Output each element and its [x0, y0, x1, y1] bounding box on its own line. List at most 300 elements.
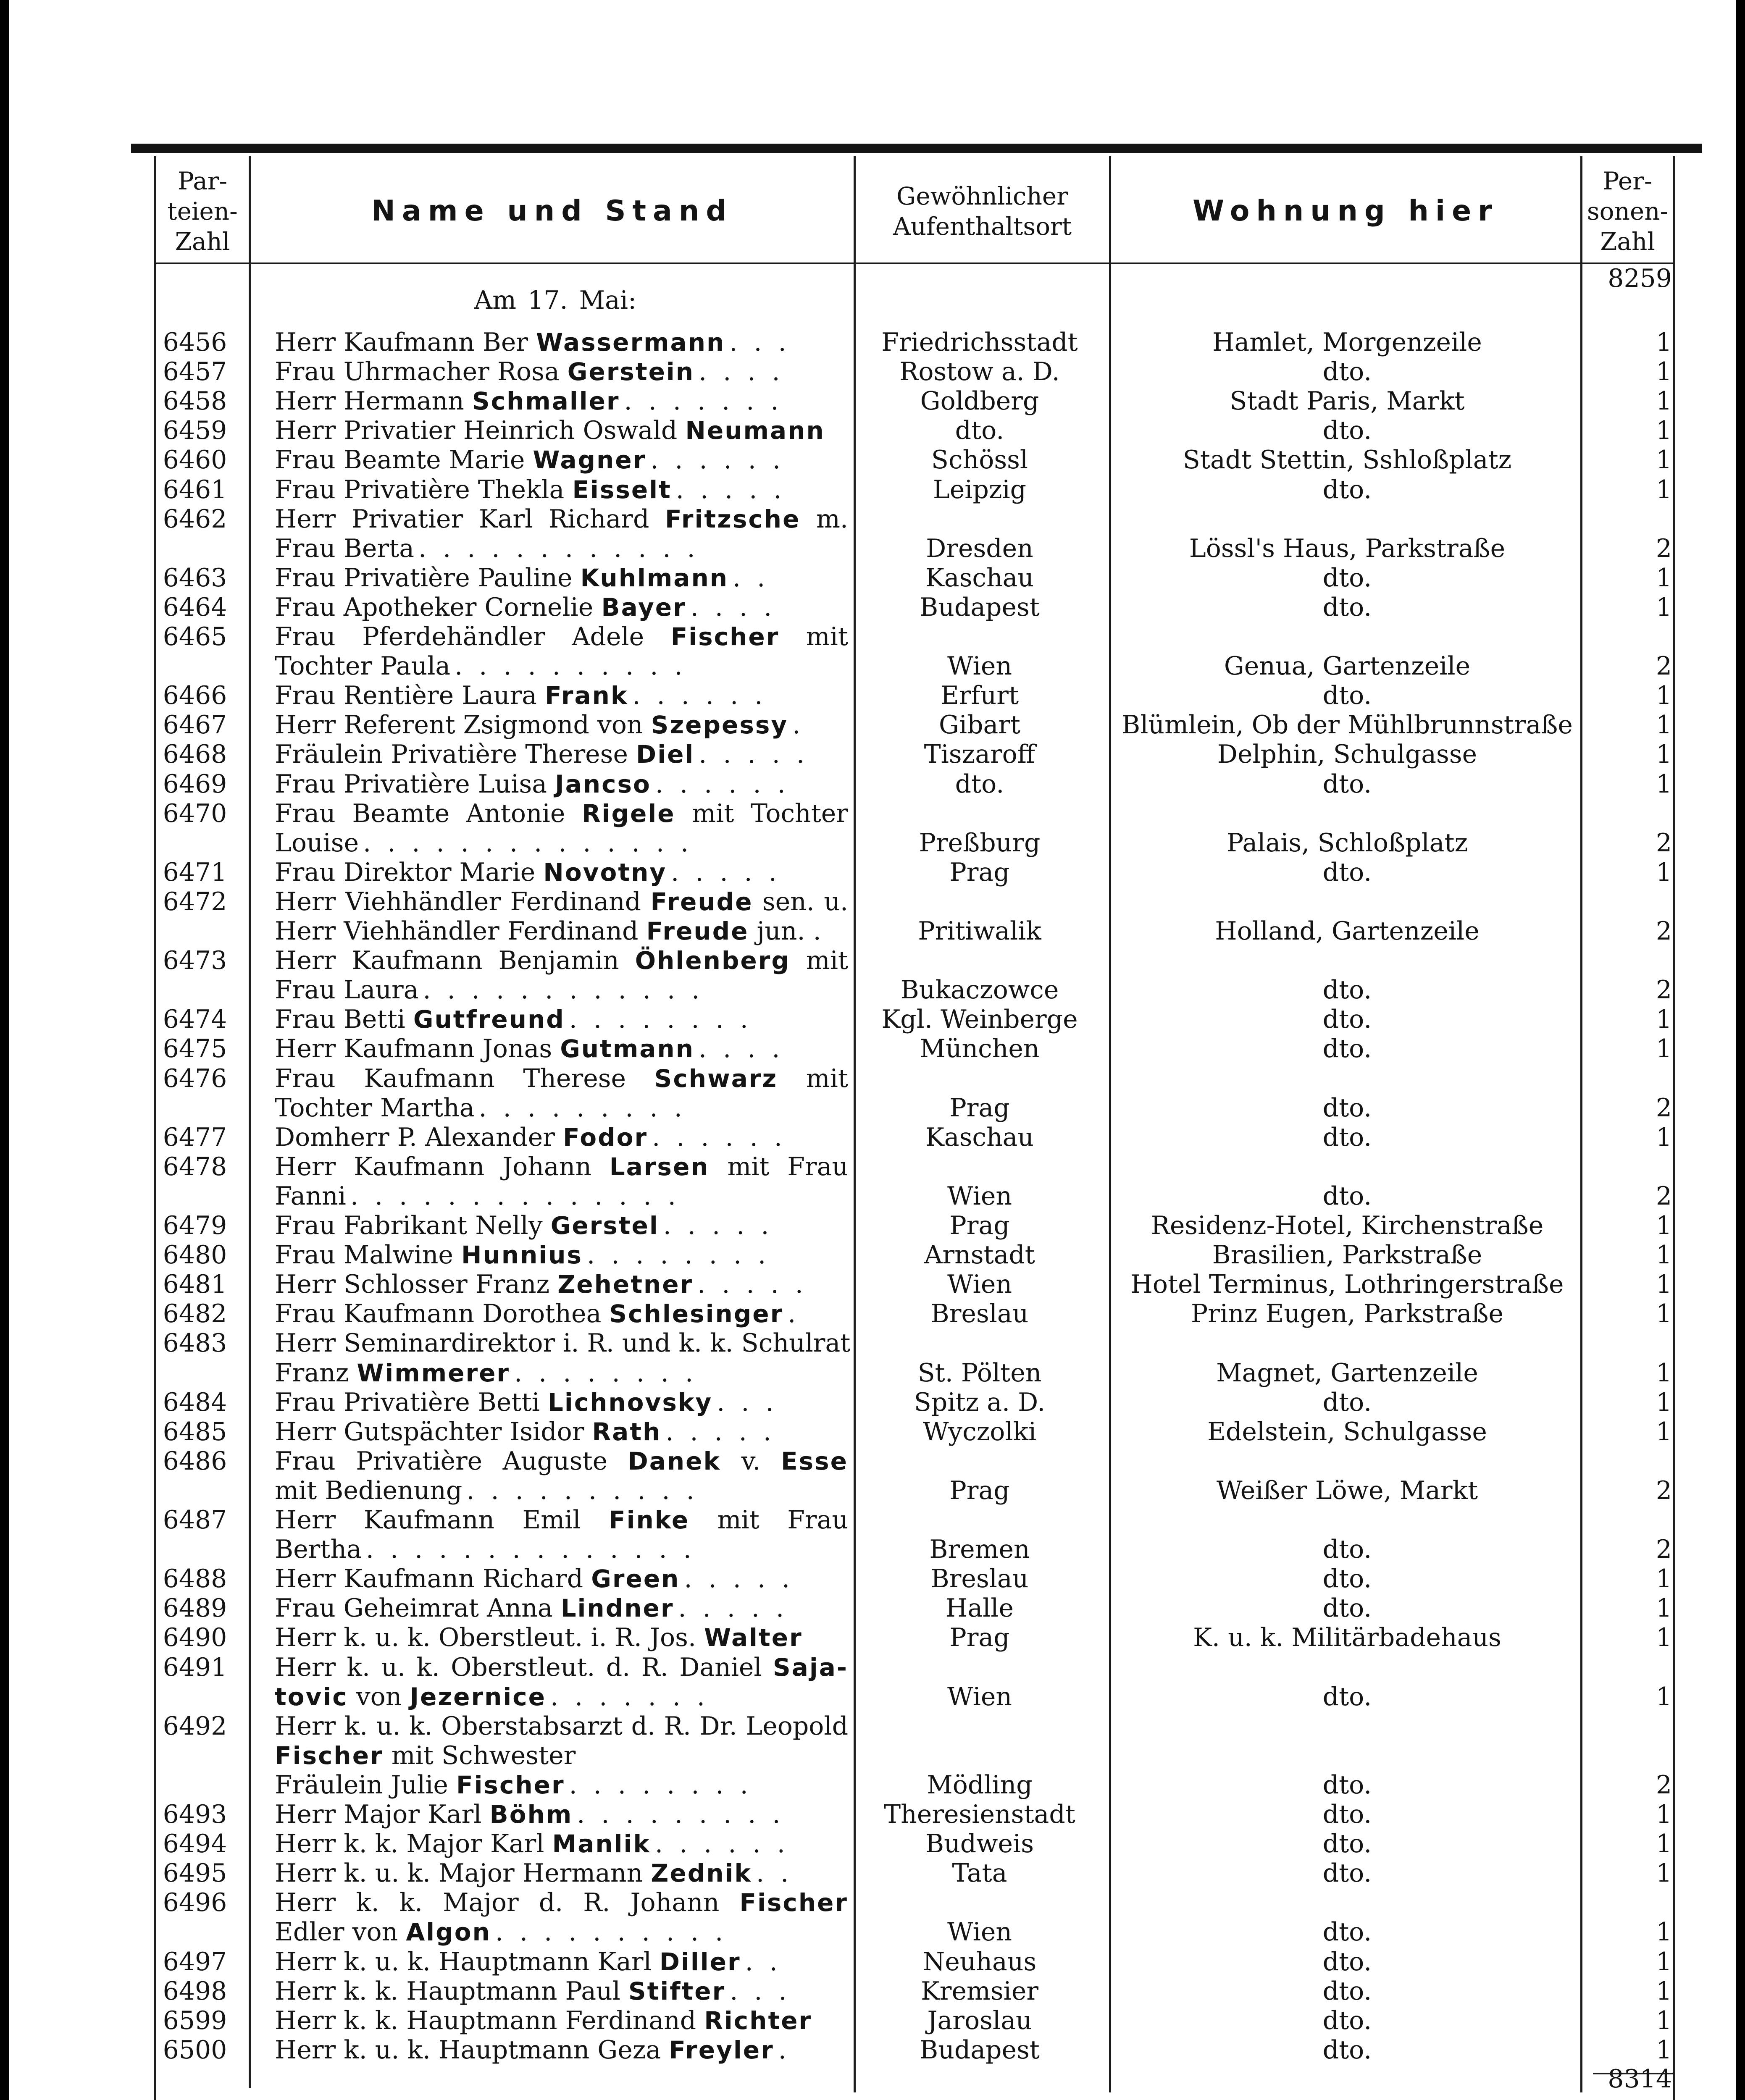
- residence-address: Palais, Schloßplatz: [1226, 828, 1468, 858]
- surname: Green: [591, 1564, 680, 1593]
- dot-leader: . .: [733, 563, 770, 593]
- name-text: von: [348, 1682, 410, 1712]
- name-and-status: [275, 445, 848, 475]
- residence-address: Hamlet, Morgenzeile: [1212, 328, 1482, 357]
- origin-place: Gibart: [938, 710, 1021, 740]
- party-number: 6497: [163, 1947, 227, 1977]
- name-text: Frau Privatière Pauline: [275, 563, 581, 593]
- party-number: 6457: [163, 357, 227, 387]
- persons-count: 1: [1656, 475, 1672, 504]
- surname: Frank: [544, 681, 628, 710]
- party-number: 6481: [163, 1270, 227, 1299]
- origin-place: Budapest: [920, 2035, 1040, 2065]
- residence-address: dto.: [1322, 2006, 1372, 2035]
- name-text: mit Frau: [689, 1505, 848, 1535]
- surname: Fischer: [275, 1741, 384, 1770]
- party-number: 6469: [163, 769, 227, 799]
- surname: Bayer: [601, 593, 686, 622]
- name-text: Frau Berta: [275, 533, 414, 563]
- name-and-status: [275, 1829, 848, 1858]
- name-text: Frau Beamte Antonie: [275, 798, 582, 828]
- dot-leader: . . . . . . . . .: [577, 1800, 785, 1829]
- party-number: 6472: [163, 887, 227, 916]
- surname: Fritzsche: [665, 504, 801, 533]
- surname: Rigele: [581, 799, 675, 828]
- dot-leader: . . . . . . . . . . . .: [418, 533, 699, 563]
- party-number: 6490: [163, 1623, 227, 1653]
- persons-count: 1: [1656, 1299, 1672, 1329]
- residence-address: dto.: [1322, 1122, 1372, 1152]
- party-number: 6491: [163, 1652, 227, 1682]
- dot-leader: . . . .: [698, 1034, 784, 1064]
- origin-place: Schössl: [931, 445, 1028, 475]
- residence-address: dto.: [1322, 1593, 1372, 1623]
- name-and-status: [275, 1593, 848, 1623]
- name-and-status: [275, 386, 848, 416]
- party-number: 6456: [163, 328, 227, 357]
- origin-place: Breslau: [930, 1299, 1029, 1329]
- origin-place: Kgl. Weinberge: [881, 1005, 1078, 1034]
- name-and-status: [275, 1388, 848, 1417]
- name-text: Bertha: [275, 1535, 362, 1564]
- col-header-party: Par- teien- Zahl: [167, 166, 238, 256]
- persons-count: 1: [1656, 1829, 1672, 1859]
- dot-leader: . . . . . . . .: [514, 1358, 698, 1388]
- name-text: mit: [779, 622, 848, 651]
- dot-leader: . . . . .: [699, 740, 809, 769]
- origin-place: Dresden: [926, 533, 1033, 563]
- surname: Zehetner: [557, 1270, 694, 1299]
- residence-address: dto.: [1322, 975, 1372, 1005]
- origin-place: St. Pölten: [917, 1358, 1042, 1388]
- origin-place: Kremsier: [920, 1976, 1039, 2006]
- party-number: 6474: [163, 1005, 227, 1034]
- party-number: 6465: [163, 622, 227, 651]
- persons-count: 2: [1656, 828, 1672, 858]
- name-text: Louise: [275, 828, 359, 858]
- column-rule: [1673, 156, 1675, 2100]
- party-number: 6468: [163, 740, 227, 769]
- name-text: Herr k. k. Hauptmann Paul: [275, 1976, 628, 2006]
- residence-address: Prinz Eugen, Parkstraße: [1190, 1299, 1504, 1329]
- surname: Eisselt: [572, 475, 672, 504]
- surname: Böhm: [489, 1800, 573, 1829]
- name-text: mit Schwester: [383, 1740, 576, 1770]
- origin-place: Theresienstadt: [884, 1800, 1075, 1829]
- name-and-status: [275, 799, 848, 828]
- surname: Esse: [781, 1446, 848, 1475]
- persons-count: 1: [1656, 563, 1672, 593]
- name-and-status: [275, 1270, 848, 1299]
- party-number: 6473: [163, 946, 227, 976]
- name-text: Herr k. k. Major d. R. Johann: [275, 1888, 740, 1918]
- name-and-status: [275, 593, 848, 622]
- col-header-residence: Wohnung hier: [1193, 194, 1499, 228]
- name-and-status: [275, 622, 848, 651]
- party-number: 6475: [163, 1034, 227, 1064]
- name-text: Herr Kaufmann Ber: [275, 328, 536, 357]
- residence-address: Blümlein, Ob der Mühlbrunnstraße: [1122, 710, 1573, 740]
- residence-address: Stadt Stettin, Sshloßplatz: [1183, 445, 1512, 475]
- dot-leader: . . . . .: [663, 1211, 773, 1240]
- party-number: 6470: [163, 798, 227, 828]
- persons-count: 1: [1656, 2006, 1672, 2035]
- surname: Saja-: [773, 1653, 848, 1682]
- name-text: Herr Gutspächter Isidor: [275, 1417, 592, 1446]
- surname: Hunnius: [461, 1241, 583, 1270]
- name-and-status: [275, 1211, 848, 1240]
- residence-address: dto.: [1322, 1564, 1372, 1594]
- residence-address: dto.: [1322, 1093, 1372, 1123]
- surname: Schlesinger: [609, 1299, 784, 1328]
- persons-count: 1: [1656, 1387, 1672, 1417]
- party-number: 6480: [163, 1240, 227, 1270]
- persons-count: 1: [1656, 1122, 1672, 1152]
- name-and-status: [275, 475, 848, 504]
- name-text: Herr Privatier Heinrich Oswald: [275, 416, 686, 446]
- party-number: 6476: [163, 1063, 227, 1093]
- residence-address: Weißer Löwe, Markt: [1216, 1475, 1478, 1505]
- persons-count: 1: [1656, 857, 1672, 887]
- column-rule: [1580, 156, 1582, 2092]
- name-text: Herr Kaufmann Richard: [275, 1564, 591, 1594]
- name-text: Frau Betti: [275, 1005, 413, 1034]
- residence-address: dto.: [1322, 1858, 1372, 1888]
- name-and-status: [275, 1358, 848, 1388]
- name-text: Franz: [275, 1358, 357, 1388]
- name-text: Edler von: [275, 1917, 406, 1947]
- surname: Richter: [704, 2006, 812, 2035]
- surname: Danek: [628, 1446, 721, 1475]
- residence-address: dto.: [1322, 1034, 1372, 1064]
- surname: Freude: [650, 887, 753, 916]
- party-number: 6482: [163, 1299, 227, 1329]
- name-text: jun. .: [749, 916, 821, 946]
- dot-leader: . . .: [717, 1387, 778, 1417]
- origin-place: Wyczolki: [922, 1417, 1037, 1446]
- party-number: 6463: [163, 563, 227, 593]
- name-text: Herr Kaufmann Emil: [275, 1505, 609, 1535]
- party-number: 6484: [163, 1387, 227, 1417]
- persons-count: 2: [1656, 651, 1672, 681]
- origin-place: Kaschau: [925, 563, 1034, 593]
- dot-leader: . . . . . . . . .: [478, 1093, 686, 1123]
- persons-count: 1: [1656, 1358, 1672, 1388]
- name-text: mit Tochter: [675, 798, 848, 828]
- persons-count: 2: [1656, 916, 1672, 946]
- column-rule: [1109, 156, 1111, 2092]
- origin-place: Bremen: [929, 1535, 1030, 1564]
- persons-count: 1: [1656, 1682, 1672, 1712]
- surname: Fodor: [563, 1123, 648, 1152]
- persons-count: 2: [1656, 1181, 1672, 1211]
- name-and-status: [275, 357, 848, 386]
- origin-place: Tiszaroff: [924, 740, 1035, 769]
- surname: Neumann: [685, 416, 825, 445]
- surname: Kuhlmann: [580, 563, 729, 592]
- origin-place: Arnstadt: [924, 1240, 1035, 1270]
- residence-address: Lössl's Haus, Parkstraße: [1189, 533, 1506, 563]
- surname: Freyler: [669, 2035, 774, 2064]
- residence-address: dto.: [1322, 592, 1372, 622]
- party-number: 6498: [163, 1976, 227, 2006]
- surname: tovic: [275, 1682, 348, 1711]
- dot-leader: . .: [745, 1947, 782, 1977]
- surname: Wagner: [533, 446, 646, 475]
- name-text: sen. u.: [753, 887, 848, 916]
- residence-address: Delphin, Schulgasse: [1217, 740, 1477, 769]
- name-text: Tochter Paula: [275, 651, 451, 681]
- residence-address: dto.: [1322, 1917, 1372, 1947]
- name-and-status: [275, 1123, 848, 1152]
- persons-count: 1: [1656, 1976, 1672, 2006]
- surname: Freude: [646, 917, 749, 945]
- origin-place: Prag: [949, 857, 1010, 887]
- dot-leader: . . . . . . .: [550, 1682, 709, 1712]
- residence-address: Magnet, Gartenzeile: [1216, 1358, 1478, 1388]
- name-text: Frau Privatière Luisa: [275, 769, 555, 799]
- origin-place: dto.: [955, 416, 1004, 446]
- origin-place: Wien: [947, 1917, 1012, 1947]
- name-and-status: [275, 1623, 848, 1652]
- dot-leader: . . . . . . . . . . . . . .: [363, 828, 693, 858]
- dot-leader: . . . .: [690, 592, 776, 622]
- surname: Fischer: [670, 622, 780, 651]
- name-and-status: [275, 946, 848, 975]
- dot-leader: . . . . . . . .: [569, 1005, 752, 1034]
- origin-place: dto.: [955, 769, 1004, 799]
- residence-address: dto.: [1322, 357, 1372, 387]
- name-text: Frau Kaufmann Therese: [275, 1063, 654, 1093]
- residence-address: dto.: [1322, 1800, 1372, 1829]
- persons-count: 2: [1656, 1770, 1672, 1800]
- name-text: Frau Kaufmann Dorothea: [275, 1299, 610, 1329]
- persons-count: 1: [1656, 2035, 1672, 2065]
- surname: Öhlenberg: [635, 946, 790, 975]
- col-header-persons: Per- sonen- Zahl: [1587, 166, 1669, 256]
- surname: Fischer: [739, 1888, 848, 1917]
- origin-place: Prag: [949, 1475, 1010, 1505]
- name-and-status: [275, 1888, 848, 1917]
- party-number: 6486: [163, 1446, 227, 1476]
- party-number: 6471: [163, 857, 227, 887]
- residence-address: dto.: [1322, 1976, 1372, 2006]
- party-number: 6496: [163, 1888, 227, 1918]
- residence-address: dto.: [1322, 1829, 1372, 1859]
- name-and-status: [275, 2035, 848, 2065]
- residence-address: dto.: [1322, 2035, 1372, 2065]
- name-text: Herr k. k. Major Karl: [275, 1829, 552, 1859]
- origin-place: Leipzig: [933, 475, 1027, 504]
- surname: Algon: [406, 1918, 491, 1947]
- dot-leader: .: [788, 1299, 800, 1329]
- opening-total: 8259: [1608, 264, 1672, 293]
- name-text: Herr Kaufmann Benjamin: [275, 946, 635, 976]
- persons-count: 1: [1656, 681, 1672, 711]
- party-number: 6464: [163, 592, 227, 622]
- residence-address: dto.: [1322, 416, 1372, 446]
- name-and-status: [275, 1417, 848, 1446]
- dot-leader: . . . . .: [665, 1417, 775, 1446]
- origin-place: Halle: [946, 1593, 1014, 1623]
- name-and-status: [275, 1093, 848, 1123]
- origin-place: Wien: [947, 1181, 1012, 1211]
- name-and-status: [275, 534, 848, 563]
- name-text: Herr Schlosser Franz: [275, 1270, 558, 1299]
- residence-address: Holland, Gartenzeile: [1215, 916, 1480, 946]
- name-text: Frau Privatière Thekla: [275, 475, 573, 504]
- party-number: 6477: [163, 1122, 227, 1152]
- name-text: Herr k. u. k. Oberstleut. d. R. Daniel: [275, 1652, 773, 1682]
- persons-count: 2: [1656, 1535, 1672, 1564]
- residence-address: dto.: [1322, 563, 1372, 593]
- name-text: Herr Hermann: [275, 386, 472, 416]
- origin-place: Prag: [949, 1623, 1010, 1653]
- name-text: v.: [721, 1446, 781, 1476]
- party-number: 6492: [163, 1711, 227, 1741]
- name-text: Frau Privatière Betti: [275, 1387, 548, 1417]
- party-number: 6460: [163, 445, 227, 475]
- dot-leader: . . . . . .: [655, 769, 790, 799]
- persons-count: 2: [1656, 1093, 1672, 1123]
- name-text: Frau Rentière Laura: [275, 681, 545, 711]
- surname: Schmaller: [472, 387, 620, 416]
- party-number: 6483: [163, 1328, 227, 1358]
- name-text: Herr k. u. k. Hauptmann Karl: [275, 1947, 660, 1977]
- origin-place: Tata: [952, 1858, 1007, 1888]
- residence-address: dto.: [1322, 1535, 1372, 1564]
- surname: Novotny: [543, 858, 667, 887]
- surname: Diel: [636, 740, 695, 769]
- name-text: Frau Direktor Marie: [275, 857, 544, 887]
- origin-place: Budweis: [925, 1829, 1034, 1859]
- surname: Diller: [659, 1947, 741, 1976]
- dot-leader: . . . . .: [684, 1564, 794, 1594]
- party-number: 6493: [163, 1800, 227, 1829]
- party-number: 6488: [163, 1564, 227, 1594]
- name-and-status: [275, 1535, 848, 1564]
- persons-count: 1: [1656, 710, 1672, 740]
- name-and-status: [275, 1476, 848, 1505]
- surname: Walter: [704, 1623, 803, 1652]
- dot-leader: .: [792, 710, 805, 740]
- surname: Gutfreund: [413, 1005, 565, 1034]
- surname: Jezernice: [410, 1682, 546, 1711]
- name-text: Herr k. u. k. Major Hermann: [275, 1858, 651, 1888]
- party-number: 6479: [163, 1211, 227, 1240]
- dot-leader: . .: [756, 1858, 793, 1888]
- dot-leader: . . . . . . . . . .: [455, 651, 687, 681]
- register-page: [9, 0, 1736, 2100]
- dot-leader: . . . . .: [675, 475, 786, 504]
- persons-count: 1: [1656, 1240, 1672, 1270]
- dot-leader: . . .: [729, 328, 791, 357]
- party-number: 6494: [163, 1829, 227, 1859]
- persons-count: 1: [1656, 1211, 1672, 1240]
- residence-address: Brasilien, Parkstraße: [1212, 1240, 1482, 1270]
- persons-count: 1: [1656, 592, 1672, 622]
- name-and-status: [275, 1564, 848, 1593]
- surname: Finke: [609, 1506, 690, 1534]
- persons-count: 1: [1656, 1917, 1672, 1947]
- name-text: Fräulein Julie: [275, 1770, 456, 1800]
- residence-address: Genua, Gartenzeile: [1224, 651, 1471, 681]
- origin-place: Goldberg: [920, 386, 1039, 416]
- origin-place: Budapest: [920, 592, 1040, 622]
- origin-place: Wien: [947, 1682, 1012, 1712]
- top-rule: [131, 144, 1702, 153]
- surname: Gutmann: [560, 1034, 694, 1063]
- party-number: 6462: [163, 504, 227, 534]
- name-text: Domherr P. Alexander: [275, 1122, 563, 1152]
- name-and-status: [275, 858, 848, 887]
- name-and-status: [275, 740, 848, 769]
- name-text: mit: [790, 946, 848, 976]
- origin-place: Spitz a. D.: [914, 1387, 1046, 1417]
- name-text: Herr k. u. k. Oberstabsarzt d. R. Dr. Leopold: [275, 1711, 848, 1741]
- surname: Wassermann: [536, 328, 725, 357]
- name-text: mit Frau: [709, 1152, 848, 1181]
- dot-leader: . . . . . . . . . . . . . .: [365, 1535, 696, 1564]
- persons-count: 1: [1656, 1947, 1672, 1977]
- origin-place: Kaschau: [925, 1122, 1034, 1152]
- origin-place: Wien: [947, 651, 1012, 681]
- persons-count: 2: [1656, 533, 1672, 563]
- name-text: Herr Seminardirektor i. R. und k. k. Schulrat: [275, 1328, 851, 1358]
- origin-place: Wien: [947, 1270, 1012, 1299]
- name-text: Herr Major Karl: [275, 1800, 490, 1829]
- name-text: Herr Viehhändler Ferdinand: [275, 887, 651, 916]
- name-text: m.: [800, 504, 849, 534]
- persons-count: 1: [1656, 1593, 1672, 1623]
- persons-count: 1: [1656, 445, 1672, 475]
- name-and-status: [275, 1005, 848, 1034]
- party-number: 6485: [163, 1417, 227, 1446]
- name-text: mit: [778, 1063, 848, 1093]
- col-header-origin: Gewöhnlicher Aufenthaltsort: [893, 181, 1072, 241]
- name-and-status: [275, 1240, 848, 1270]
- closing-total: 8314: [1608, 2064, 1672, 2094]
- name-and-status: [275, 1712, 848, 1741]
- residence-address: Residenz-Hotel, Kirchenstraße: [1151, 1211, 1544, 1240]
- name-text: Herr k. u. k. Hauptmann Geza: [275, 2035, 669, 2065]
- persons-count: 1: [1656, 386, 1672, 416]
- persons-count: 1: [1656, 357, 1672, 387]
- name-and-status: [275, 1741, 848, 1770]
- party-number: 6478: [163, 1152, 227, 1181]
- origin-place: Prag: [949, 1093, 1010, 1123]
- origin-place: Jaroslau: [927, 2006, 1032, 2035]
- residence-address: Stadt Paris, Markt: [1230, 386, 1465, 416]
- name-text: Herr k. u. k. Oberstleut. i. R. Jos.: [275, 1623, 704, 1653]
- dot-leader: . . . .: [699, 357, 784, 387]
- residence-address: dto.: [1322, 1005, 1372, 1034]
- party-number: 6500: [163, 2035, 227, 2065]
- column-rule: [249, 946, 251, 2088]
- name-text: Frau Privatière Auguste: [275, 1446, 628, 1476]
- party-number: 6467: [163, 710, 227, 740]
- name-and-status: [275, 1152, 848, 1181]
- dot-leader: . . . . . . . .: [569, 1770, 752, 1800]
- name-and-status: [275, 681, 848, 710]
- party-number: 6489: [163, 1593, 227, 1623]
- surname: Rath: [592, 1417, 662, 1446]
- persons-count: 1: [1656, 769, 1672, 799]
- name-text: Frau Malwine: [275, 1240, 461, 1270]
- name-and-status: [275, 1947, 848, 1977]
- surname: Wimmerer: [357, 1358, 510, 1387]
- name-text: Herr Kaufmann Johann: [275, 1152, 610, 1181]
